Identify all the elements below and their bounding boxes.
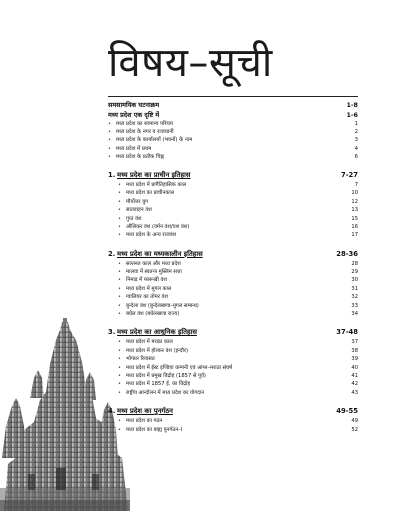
list-item[interactable]: • भोपाल रियासत 39 [118, 356, 358, 363]
toc-entry-current-affairs[interactable] [108, 100, 358, 110]
list-item[interactable]: • राष्ट्रीय आन्दोलन में मध्य प्रदेश का योगदान 43 [118, 389, 358, 396]
bullet-icon: • [118, 356, 121, 363]
bullet-icon: • [118, 339, 121, 346]
list-item[interactable]: • मध्य प्रदेश का प्राचीनकाल 10 [118, 190, 358, 197]
bullet-icon: • [118, 232, 121, 239]
list-item[interactable]: • गुप्त वंश 15 [118, 215, 358, 222]
list-item[interactable]: • निमाड़ में फारूखी वंश 30 [118, 277, 358, 284]
list-item[interactable]: • ग्वालियर का तोमर वंश 32 [118, 294, 358, 301]
list-item[interactable]: • मध्य प्रदेश में प्रथम 4 [108, 145, 358, 152]
bullet-icon: • [118, 207, 121, 214]
toc-entry-pages: 1-8 [346, 101, 358, 109]
list-item[interactable]: • मध्य प्रदेश के अन्य राजवंश 17 [118, 232, 358, 239]
bullet-icon: • [118, 260, 121, 267]
bullet-icon: • [108, 153, 111, 160]
list-item[interactable]: • मध्य प्रदेश के नगर व राजधानी 2 [108, 129, 358, 136]
section-heading-reorganisation[interactable]: 4. मध्य प्रदेश का पुनर्गठन 49-55 [108, 407, 358, 416]
section-items-reorganisation [108, 417, 358, 434]
section-pages: 28-36 [336, 249, 358, 258]
list-item[interactable]: • मध्य प्रदेश का गठन 49 [118, 418, 358, 425]
bullet-icon: • [118, 190, 121, 197]
list-item[interactable]: • मध्य प्रदेश में मुगल काल 31 [118, 285, 358, 292]
table-of-contents [108, 96, 358, 434]
section-heading-modern-history[interactable]: 3. मध्य प्रदेश का आधुनिक इतिहास 37-48 [108, 328, 358, 337]
bullet-icon: • [108, 129, 111, 136]
list-item[interactable]: • मध्य प्रदेश में प्रागैतिहासिक काल 7 [118, 181, 358, 188]
bullet-icon: • [118, 347, 121, 354]
list-item[interactable]: • मौर्योत्तर युग 12 [118, 198, 358, 205]
bullet-icon: • [118, 381, 121, 388]
toc-entry-pages: 1-6 [346, 111, 358, 119]
list-item[interactable]: • बुन्देला वंश (बुन्देलखण्ड–मुगल सम्बन्ध) 33 [118, 302, 358, 309]
list-item[interactable]: • मध्य प्रदेश में मराठा काल 37 [118, 339, 358, 346]
section-items-modern-history [108, 338, 358, 397]
list-item[interactable]: • मध्य प्रदेश में होल्कर वंश (इन्दौर) 38 [118, 347, 358, 354]
section-pages: 49-55 [336, 407, 358, 416]
page-title: विषय–सूची [108, 40, 273, 86]
bullet-icon: • [118, 223, 121, 230]
bullet-icon: • [118, 198, 121, 205]
list-item[interactable]: • मध्य प्रदेश के प्रतीक चिह्न 6 [108, 153, 358, 160]
list-item[interactable]: • सल्तनत काल और मध्य प्रदेश 28 [118, 260, 358, 267]
list-item[interactable]: • मध्य प्रदेश का सामान्य परिचय 1 [108, 121, 358, 127]
list-item[interactable]: • मध्य प्रदेश में प्रमुख विद्रोह (1857 से पूर्व) 41 [118, 372, 358, 379]
bullet-icon: • [118, 418, 121, 425]
bullet-icon: • [118, 426, 121, 433]
overview-list [108, 120, 358, 161]
bullet-icon: • [118, 294, 121, 301]
bullet-icon: • [118, 285, 121, 292]
toc-entry-overview[interactable] [108, 110, 358, 120]
list-item[interactable]: • मध्य प्रदेश में 1857 ई. का विद्रोह 42 [118, 381, 358, 388]
bullet-icon: • [118, 389, 121, 396]
bullet-icon: • [118, 372, 121, 379]
toc-entry-label: समसामयिक घटनाक्रम [108, 101, 160, 109]
bullet-icon: • [118, 181, 121, 188]
bullet-icon: • [118, 311, 121, 318]
list-item[interactable]: • सातवाहन वंश 13 [118, 207, 358, 214]
section-heading-medieval-history[interactable]: 2. मध्य प्रदेश का मध्यकालीन इतिहास 28-36 [108, 249, 358, 258]
list-item[interactable]: • औलिकर वंश (वर्मन वंश/यश वंश) 16 [118, 223, 358, 230]
bullet-icon: • [118, 269, 121, 276]
bullet-icon: • [108, 121, 111, 127]
list-item[interactable]: • बघेल वंश (बघेलखण्ड राज्य) 34 [118, 311, 358, 318]
section-items-ancient-history [108, 181, 358, 240]
section-items-medieval-history [108, 260, 358, 319]
bullet-icon: • [108, 145, 111, 152]
bullet-icon: • [118, 215, 121, 222]
section-pages: 7-27 [340, 170, 358, 179]
list-item[interactable]: • मालवा में स्वतन्त्र मुस्लिम सत्ता 29 [118, 269, 358, 276]
bullet-icon: • [118, 277, 121, 284]
section-pages: 37-48 [336, 328, 358, 337]
list-item[interactable]: • मध्य प्रदेश के कार्यालयों (भवनों) के नाम 3 [108, 137, 358, 144]
top-divider [108, 96, 358, 97]
section-heading-ancient-history[interactable]: 1. मध्य प्रदेश का प्राचीन इतिहास 7-27 [108, 170, 358, 179]
toc-entry-label: मध्य प्रदेश एक दृष्टि में [108, 111, 160, 119]
bullet-icon: • [118, 364, 121, 371]
bullet-icon: • [108, 137, 111, 144]
bullet-icon: • [118, 302, 121, 309]
list-item[interactable]: • मध्य प्रदेश में ईस्ट इण्डिया कम्पनी एवं आंग्ल–मराठा संघर्ष 40 [118, 364, 358, 371]
list-item[interactable]: • मध्य प्रदेश का बाह्य पुनर्गठन–I 52 [118, 426, 358, 433]
